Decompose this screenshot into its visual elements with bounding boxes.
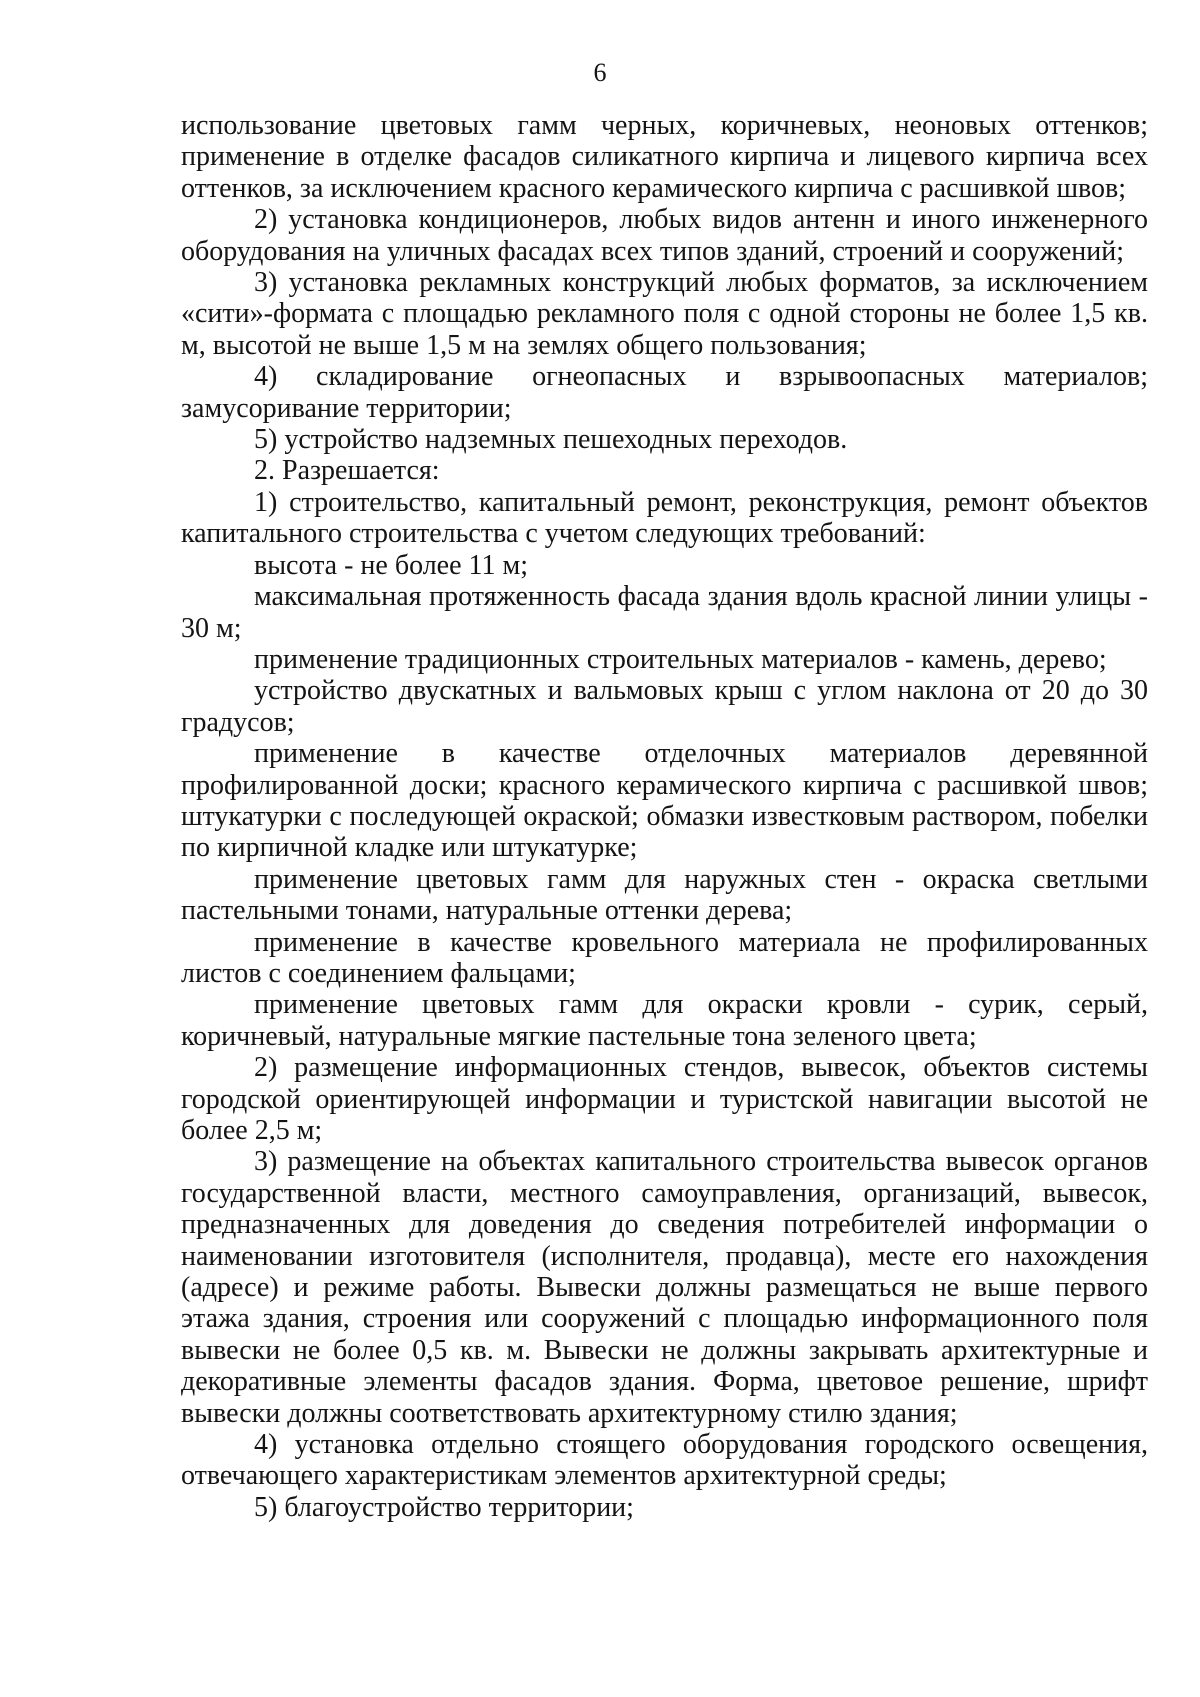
paragraph: применение цветовых гамм для наружных стен - окраска светлыми пастельными тонами, натуральные оттенки дерева; <box>181 863 1148 927</box>
paragraph: применение традиционных строительных материалов - камень, дерево; <box>254 643 1107 675</box>
paragraph: высота - не более 11 м; <box>254 549 528 581</box>
paragraph: 3) размещение на объектах капитального строительства вывесок органов государственной власти, местного самоуправления, организаций, вывесок, предназначенных для доведения до сведения потребителей информации о наименовании изготовителя (исполнителя, продавца), месте его нахождения (адресе) и режиме работы. Вывески должны размещаться не выше первого этажа здания, строения или сооружений с площадью информационного поля вывески не более 0,5 кв. м. Вывески не должны закрывать архитектурные и декоративные элементы фасадов здания. Форма, цветовое решение, шрифт вывески должны соответствовать архитектурному стилю здания; <box>181 1146 1148 1429</box>
paragraph: использование цветовых гамм черных, коричневых, неоновых оттенков; применение в отделке фасадов силикатного кирпича и лицевого кирпича всех оттенков, за исключением красного керамического кирпича с расшивкой швов; <box>181 110 1148 204</box>
paragraph: 5) устройство надземных пешеходных переходов. <box>254 424 848 456</box>
paragraph: максимальная протяженность фасада здания вдоль красной линии улицы - 30 м; <box>181 581 1148 644</box>
paragraph: 4) установка отдельно стоящего оборудования городского освещения, отвечающего характеристикам элементов архитектурной среды; <box>181 1429 1148 1492</box>
paragraph: устройство двускатных и вальмовых крыш с углом наклона от 20 до 30 градусов; <box>181 675 1148 738</box>
paragraph: 4) складирование огнеопасных и взрывоопасных материалов; замусоривание территории; <box>181 361 1148 424</box>
paragraph: 1) строительство, капитальный ремонт, реконструкция, ремонт объектов капитального строительства с учетом следующих требований: <box>181 486 1148 550</box>
page-number: 6 <box>593 58 607 87</box>
paragraph: применение в качестве отделочных материалов деревянной профилированной доски; красного керамического кирпича с расшивкой швов; штукатурки с последующей окраской; обмазки известковым раствором, побелки по кирпичной кладке или штукатурке; <box>181 738 1148 864</box>
paragraph: применение цветовых гамм для окраски кровли - сурик, серый, коричневый, натуральные мягкие пастельные тона зеленого цвета; <box>181 989 1148 1052</box>
paragraph: 2. Разрешается: <box>254 455 440 487</box>
document-body <box>181 110 1148 1523</box>
paragraph: 2) установка кондиционеров, любых видов антенн и иного инженерного оборудования на уличных фасадах всех типов зданий, строений и сооружений; <box>181 204 1148 267</box>
paragraph: 2) размещение информационных стендов, вывесок, объектов системы городской ориентирующей информации и туристской навигации высотой не более 2,5 м; <box>181 1052 1148 1146</box>
paragraph: применение в качестве кровельного материала не профилированных листов с соединением фальцами; <box>181 926 1148 989</box>
paragraph: 3) установка рекламных конструкций любых форматов, за исключением «сити»-формата с площадью рекламного поля с одной стороны не более 1,5 кв. м, высотой не выше 1,5 м на землях общего пользования; <box>181 267 1148 361</box>
paragraph: 5) благоустройство территории; <box>254 1491 634 1523</box>
